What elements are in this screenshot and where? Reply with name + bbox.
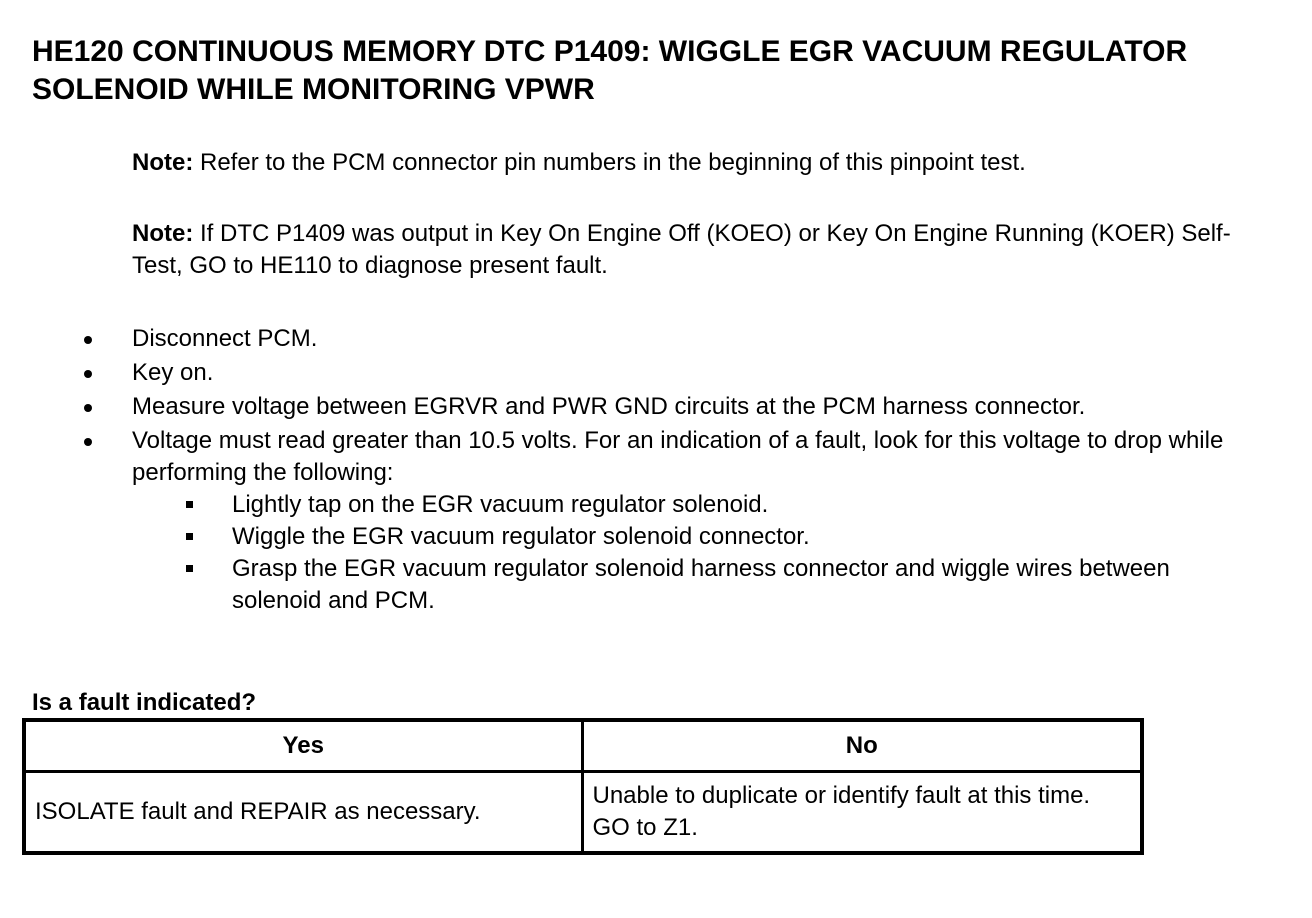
- step-text: Voltage must read greater than 10.5 volts. For an indication of a fault, look for this voltage to drop while performing the following:: [132, 427, 1224, 486]
- list-item: [0, 425, 1312, 617]
- cell-no-action: Unable to duplicate or identify fault at this time. GO to Z1.: [582, 772, 1142, 854]
- test-steps-list: [0, 323, 1312, 619]
- note-label: Note:: [132, 220, 194, 247]
- note-label: Note:: [132, 149, 194, 176]
- step-text: Key on.: [132, 359, 214, 386]
- note-text: Refer to the PCM connector pin numbers in the beginning of this pinpoint test.: [193, 149, 1026, 176]
- note-text: If DTC P1409 was output in Key On Engine Off (KOEO) or Key On Engine Running (KOER) Self-Test, GO to HE110 to diagnose present fault.: [132, 220, 1231, 279]
- list-item: [0, 323, 1312, 355]
- header-yes: Yes: [24, 720, 582, 772]
- bullet-icon: [84, 336, 92, 344]
- cell-yes-action: ISOLATE fault and REPAIR as necessary.: [24, 772, 582, 854]
- sub-steps-list: [132, 489, 1252, 617]
- table-row: [24, 772, 1142, 854]
- list-item: [132, 553, 1252, 617]
- page-title: HE120 CONTINUOUS MEMORY DTC P1409: WIGGLE EGR VACUUM REGULATOR SOLENOID WHILE MONITORING VPWR: [32, 35, 1188, 106]
- header-no: No: [582, 720, 1142, 772]
- substep-text: Grasp the EGR vacuum regulator solenoid harness connector and wiggle wires between solenoid and PCM.: [232, 555, 1170, 614]
- substep-text: Wiggle the EGR vacuum regulator solenoid connector.: [232, 523, 810, 550]
- list-item: [0, 357, 1312, 389]
- list-item: [0, 391, 1312, 423]
- note-pin-numbers: [132, 147, 1252, 179]
- square-bullet-icon: [186, 501, 193, 508]
- square-bullet-icon: [186, 565, 193, 572]
- list-item: [132, 489, 1252, 521]
- bullet-icon: [84, 438, 92, 446]
- step-text: Disconnect PCM.: [132, 325, 318, 352]
- step-text: Measure voltage between EGRVR and PWR GND circuits at the PCM harness connector.: [132, 393, 1086, 420]
- result-table: [22, 718, 1144, 855]
- list-item: [132, 521, 1252, 553]
- table-header-row: [24, 720, 1142, 772]
- bullet-icon: [84, 404, 92, 412]
- square-bullet-icon: [186, 533, 193, 540]
- question-heading: Is a fault indicated?: [32, 689, 257, 716]
- note-koeo-koer: [132, 218, 1252, 282]
- bullet-icon: [84, 370, 92, 378]
- substep-text: Lightly tap on the EGR vacuum regulator solenoid.: [232, 491, 769, 518]
